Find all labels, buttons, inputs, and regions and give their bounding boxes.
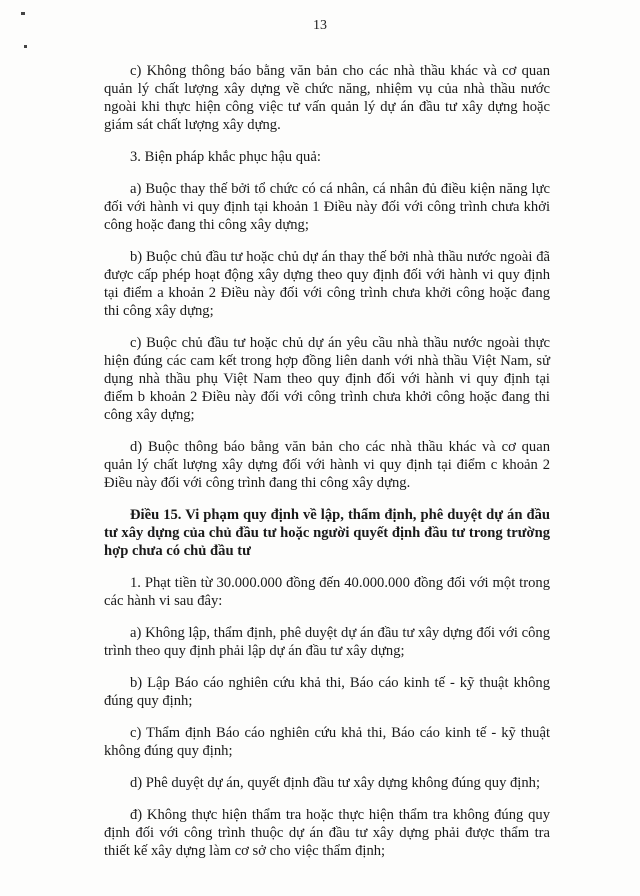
article-heading: Điều 15. Vi phạm quy định về lập, thẩm định, phê duyệt dự án đầu tư xây dựng của chủ đầu tư hoặc người quyết định đầu tư trong trường hợp chưa có chủ đầu tư <box>104 507 550 559</box>
scan-mark <box>21 12 25 15</box>
paragraph-violation-c: c) Thẩm định Báo cáo nghiên cứu khả thi, Báo cáo kinh tế - kỹ thuật không đúng quy định; <box>104 725 550 759</box>
paragraph-remedy-c: c) Buộc chủ đầu tư hoặc chủ dự án yêu cầu nhà thầu nước ngoài thực hiện đúng các cam kết trong hợp đồng liên danh với nhà thầu Việt Nam, sử dụng nhà thầu phụ Việt Nam theo quy định đối với hành vi quy định tại điểm b khoản 2 Điều này đối với công trình chưa khởi công hoặc đang thi công xây dựng; <box>104 335 550 423</box>
paragraph-clause-2c: c) Không thông báo bằng văn bản cho các nhà thầu khác và cơ quan quản lý chất lượng xây dựng về chức năng, nhiệm vụ của nhà thầu nước ngoài khi thực hiện công việc tư vấn quản lý dự án đầu tư xây dựng hoặc giám sát chất lượng xây dựng. <box>104 63 550 133</box>
paragraph-violation-a: a) Không lập, thẩm định, phê duyệt dự án đầu tư xây dựng đối với công trình theo quy định phải lập dự án đầu tư xây dựng; <box>104 625 550 659</box>
paragraph-remedial-measures: 3. Biện pháp khắc phục hậu quả: <box>130 149 321 165</box>
paragraph-fine-clause-1: 1. Phạt tiền từ 30.000.000 đồng đến 40.000.000 đồng đối với một trong các hành vi sau đây: <box>104 575 550 609</box>
paragraph-remedy-a: a) Buộc thay thế bởi tổ chức có cá nhân, cá nhân đủ điều kiện năng lực đối với hành vi quy định tại khoản 1 Điều này đối với công trình chưa khởi công hoặc đang thi công xây dựng; <box>104 181 550 233</box>
paragraph-violation-b: b) Lập Báo cáo nghiên cứu khả thi, Báo cáo kinh tế - kỹ thuật không đúng quy định; <box>104 675 550 709</box>
page-number: 13 <box>313 18 327 33</box>
document-body <box>104 62 550 874</box>
paragraph-remedy-d: d) Buộc thông báo bằng văn bản cho các nhà thầu khác và cơ quan quản lý chất lượng xây dựng đối với hành vi quy định tại điểm c khoản 2 Điều này đối với công trình đang thi công xây dựng. <box>104 439 550 491</box>
paragraph-remedy-b: b) Buộc chủ đầu tư hoặc chủ dự án thay thế bởi nhà thầu nước ngoài đã được cấp phép hoạt động xây dựng theo quy định đối với hành vi quy định tại điểm a khoản 2 Điều này đối với công trình chưa khởi công hoặc đang thi công xây dựng; <box>104 249 550 319</box>
paragraph-violation-d: d) Phê duyệt dự án, quyết định đầu tư xây dựng không đúng quy định; <box>130 775 541 791</box>
paragraph-violation-dd: đ) Không thực hiện thẩm tra hoặc thực hiện thẩm tra không đúng quy định đối với công trình thuộc dự án đầu tư xây dựng phải được thẩm tra thiết kế xây dựng làm cơ sở cho việc thẩm định; <box>104 807 550 859</box>
scan-mark <box>24 45 27 48</box>
